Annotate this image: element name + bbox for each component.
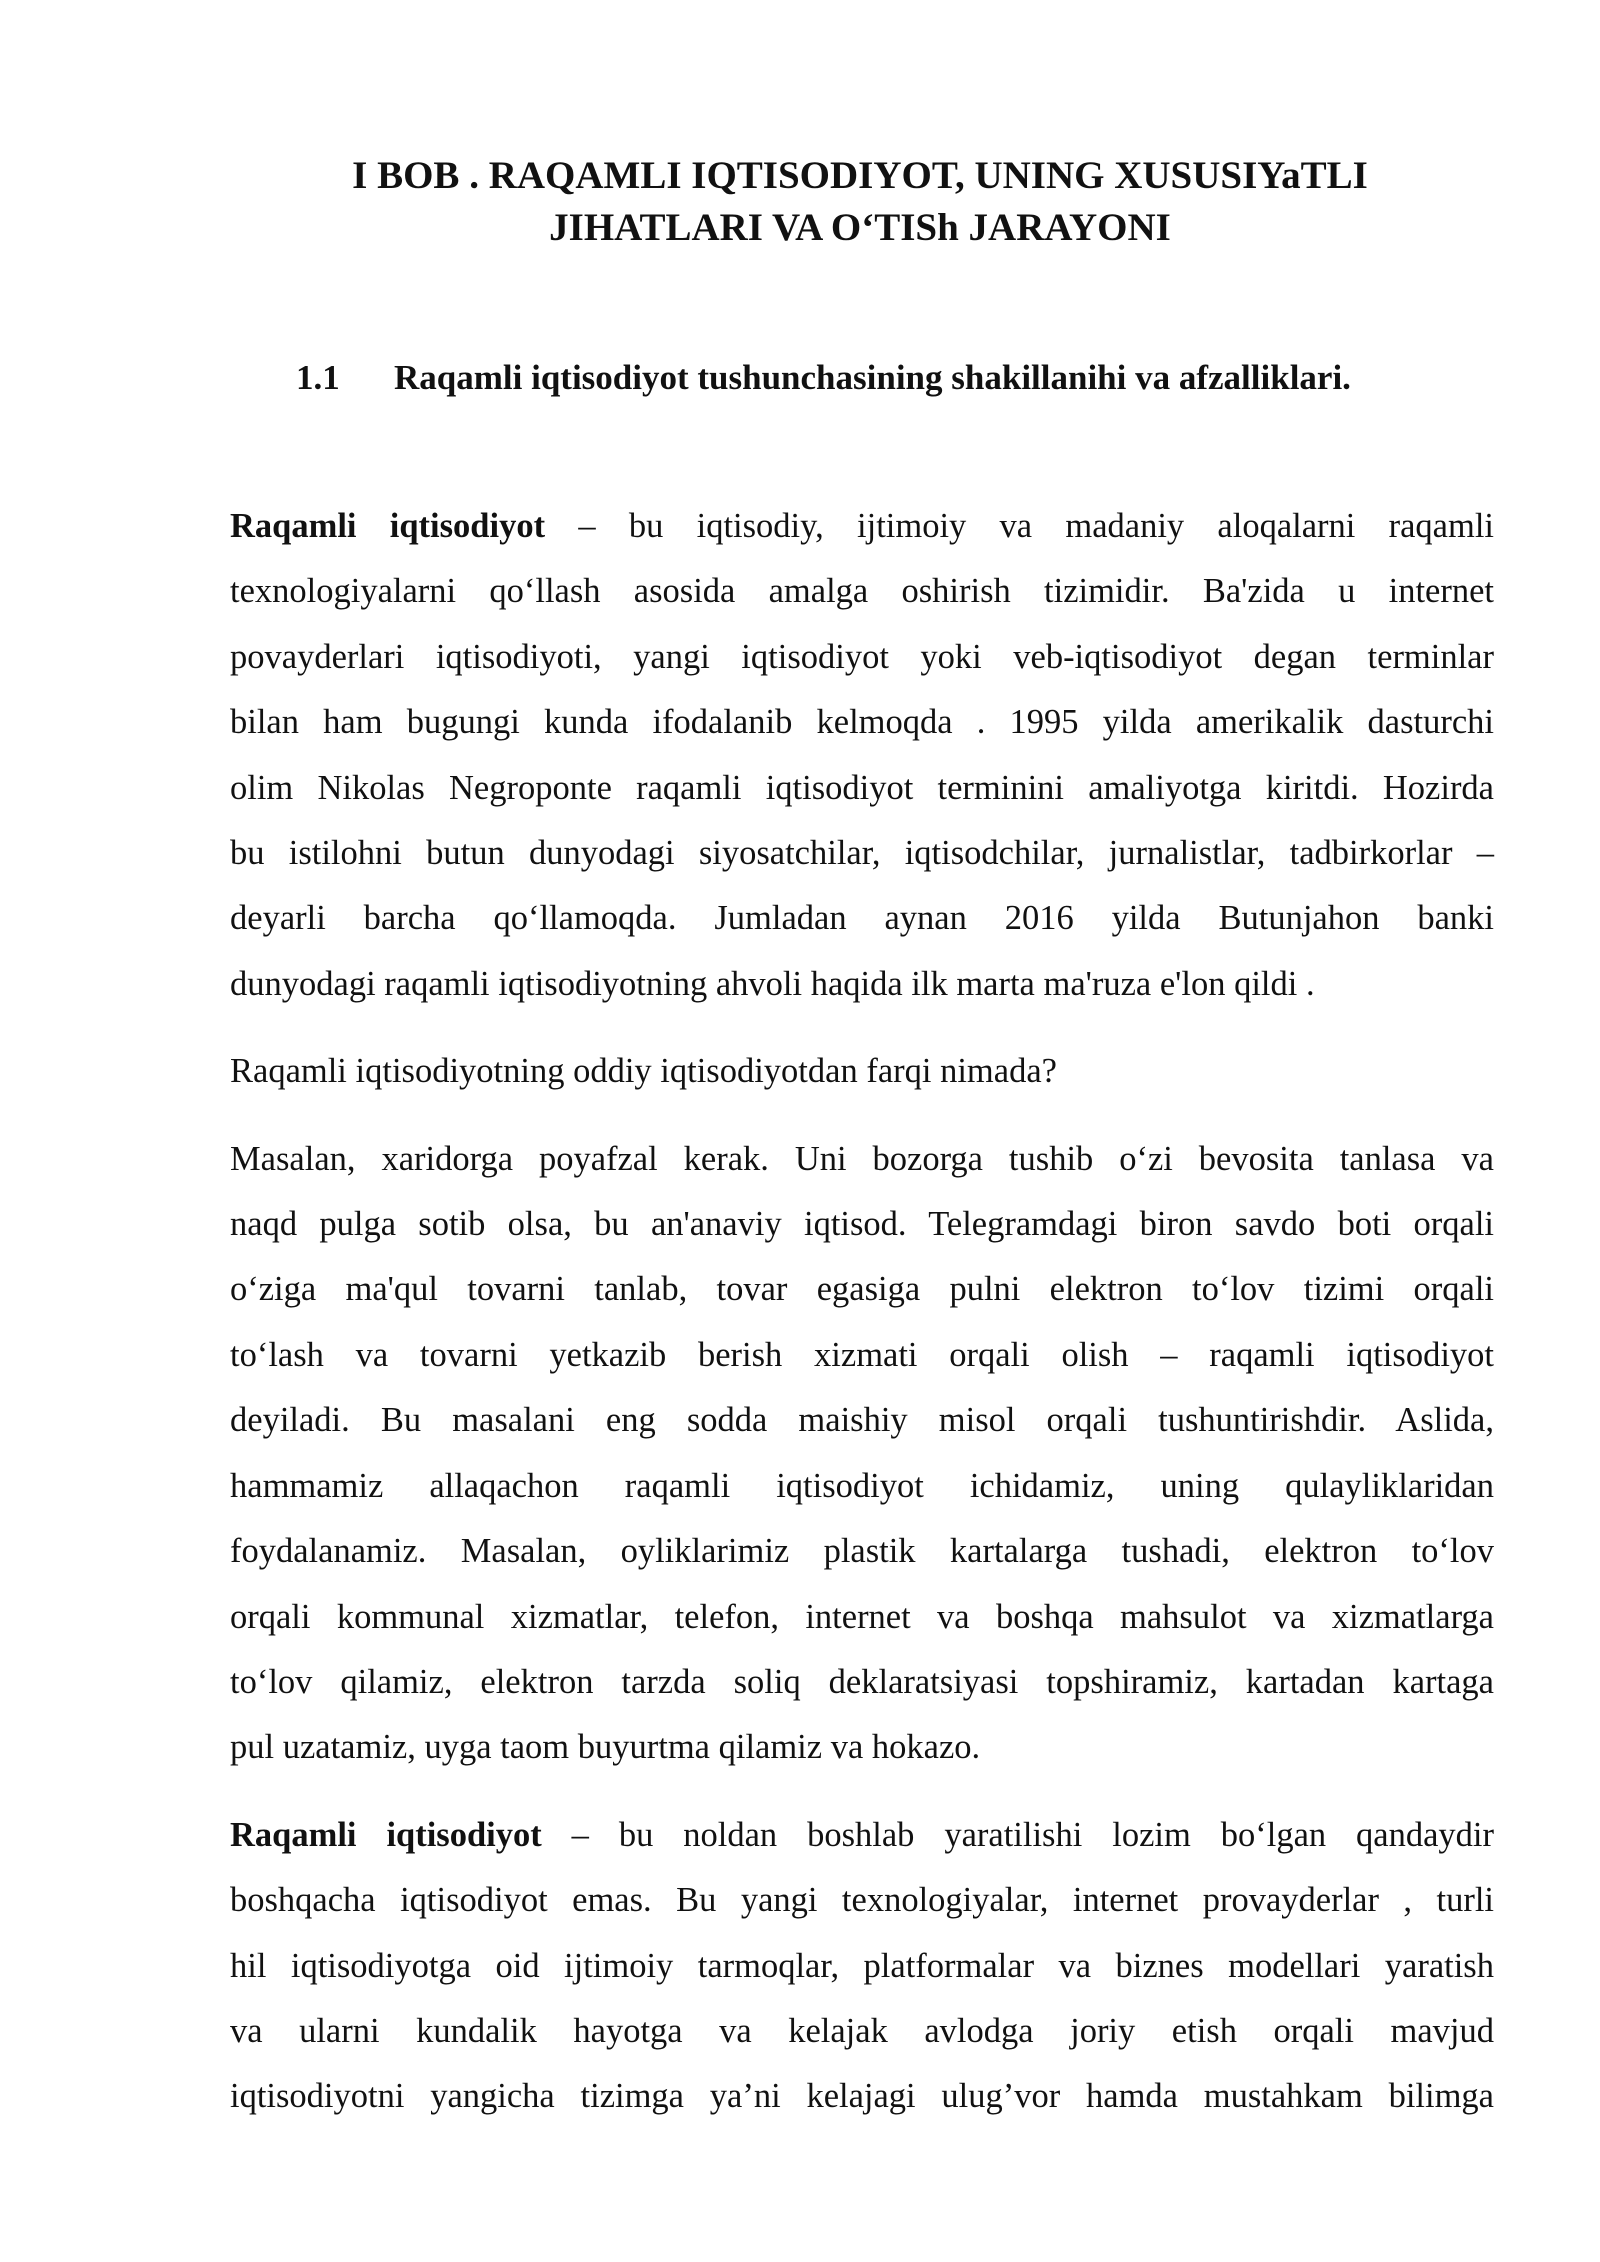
section-heading <box>296 356 1351 400</box>
paragraph-line: deyarli barcha qo‘llamoqda. Jumladan aynan 2016 yilda Butunjahon banki <box>230 899 1494 938</box>
paragraph-line: iqtisodiyotni yangicha tizimga ya’ni kelajagi ulug’vor hamda mustahkam bilimga <box>230 2077 1494 2116</box>
paragraph-line: bilan ham bugungi kunda ifodalanib kelmoqda . 1995 yilda amerikalik dasturchi <box>230 703 1494 742</box>
paragraph-line: boshqacha iqtisodiyot emas. Bu yangi texnologiyalar, internet provayderlar , turli <box>230 1881 1494 1920</box>
section-number: 1.1 <box>296 358 340 397</box>
paragraph-line: bu istilohni butun dunyodagi siyosatchilar, iqtisodchilar, jurnalistlar, tadbirkorlar – <box>230 834 1494 873</box>
body-text <box>230 494 1494 2152</box>
paragraph-line: povayderlari iqtisodiyoti, yangi iqtisodiyot yoki veb-iqtisodiyot degan terminlar <box>230 637 1494 676</box>
paragraph-line: pul uzatamiz, uyga taom buyurtma qilamiz va hokazo. <box>230 1728 981 1767</box>
paragraph <box>230 1803 1494 2130</box>
chapter-title-line-1: I BOB . RAQAMLI IQTISODIYOT, UNING XUSUSIYaTLI <box>352 154 1368 197</box>
paragraph-line: deyiladi. Bu masalani eng sodda maishiy misol orqali tushuntirishdir. Aslida, <box>230 1401 1494 1440</box>
paragraph-line: o‘ziga ma'qul tovarni tanlab, tovar egasiga pulni elektron to‘lov tizimi orqali <box>230 1270 1494 1309</box>
chapter-title-line-2: JIHATLARI VA O‘TISh JARAYONI <box>549 206 1171 249</box>
paragraph-line: to‘lov qilamiz, elektron tarzda soliq deklaratsiyasi topshiramiz, kartadan kartaga <box>230 1662 1494 1701</box>
paragraph <box>230 1039 1494 1104</box>
paragraph-line: Masalan, xaridorga poyafzal kerak. Uni bozorga tushib o‘zi bevosita tanlasa va <box>230 1139 1494 1178</box>
paragraph-line: texnologiyalarni qo‘llash asosida amalga oshirish tizimidir. Ba'zida u internet <box>230 572 1494 611</box>
paragraph-line: foydalanamiz. Masalan, oyliklarimiz plastik kartalarga tushadi, elektron to‘lov <box>230 1532 1494 1571</box>
paragraph <box>230 1127 1494 1781</box>
paragraph-line: Raqamli iqtisodiyot – bu iqtisodiy, ijtimoiy va madaniy aloqalarni raqamli <box>230 507 1494 545</box>
paragraph-line: Raqamli iqtisodiyotning oddiy iqtisodiyotdan farqi nimada? <box>230 1052 1057 1091</box>
chapter-title <box>230 150 1490 254</box>
paragraph-line: naqd pulga sotib olsa, bu an'anaviy iqtisod. Telegramdagi biron savdo boti orqali <box>230 1205 1494 1244</box>
paragraph-line: to‘lash va tovarni yetkazib berish xizmati orqali olish – raqamli iqtisodiyot <box>230 1335 1494 1374</box>
paragraph-line: Raqamli iqtisodiyot – bu noldan boshlab yaratilishi lozim bo‘lgan qandaydir <box>230 1815 1495 1854</box>
paragraph-line: hammamiz allaqachon raqamli iqtisodiyot ichidamiz, uning qulayliklaridan <box>230 1466 1494 1505</box>
bold-term: Raqamli iqtisodiyot <box>230 507 546 545</box>
paragraph <box>230 494 1494 1017</box>
section-title: Raqamli iqtisodiyot tushunchasining shakillanihi va afzalliklari. <box>394 358 1351 397</box>
bold-term: Raqamli iqtisodiyot <box>230 1815 542 1854</box>
paragraph-line: hil iqtisodiyotga oid ijtimoiy tarmoqlar, platformalar va biznes modellari yaratish <box>230 1946 1494 1985</box>
paragraph-line: dunyodagi raqamli iqtisodiyotning ahvoli haqida ilk marta ma'ruza e'lon qildi . <box>230 964 1315 1003</box>
paragraph-line: olim Nikolas Negroponte raqamli iqtisodiyot terminini amaliyotga kiritdi. Hozirda <box>230 768 1494 807</box>
paragraph-line: va ularni kundalik hayotga va kelajak avlodga joriy etish orqali mavjud <box>230 2011 1494 2050</box>
paragraph-line: orqali kommunal xizmatlar, telefon, internet va boshqa mahsulot va xizmatlarga <box>230 1597 1494 1636</box>
